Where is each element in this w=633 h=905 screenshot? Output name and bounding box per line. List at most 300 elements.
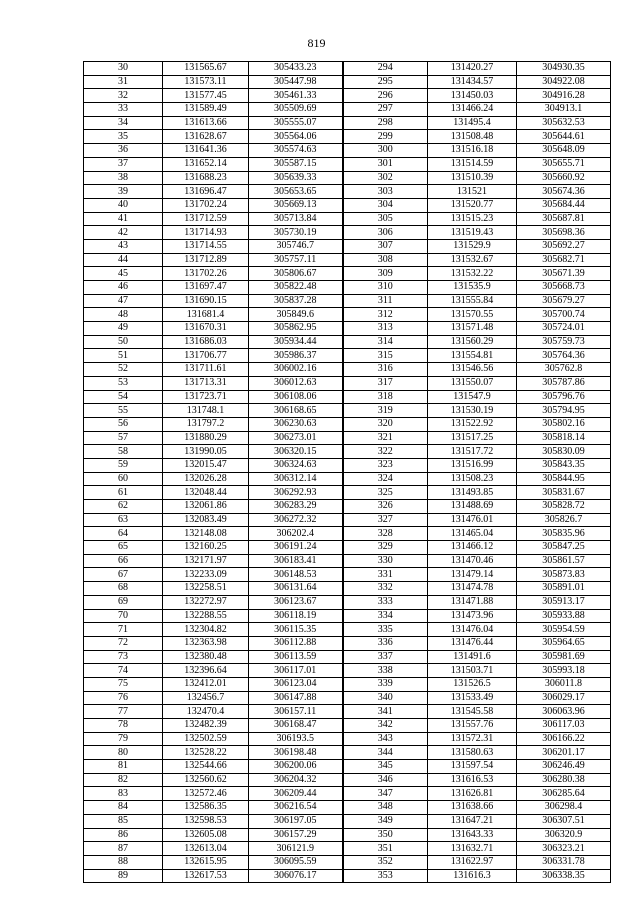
table-row	[84, 62, 611, 76]
x-coordinate-right-cell: 131626.81	[428, 787, 517, 801]
x-coordinate-left-cell: 131589.49	[163, 103, 249, 117]
x-coordinate-left-cell: 132272.97	[163, 595, 249, 609]
y-coordinate-left-cell: 306012.63	[249, 376, 343, 390]
x-coordinate-right-cell: 131516.18	[428, 144, 517, 158]
table-row	[84, 801, 611, 815]
table-row	[84, 500, 611, 514]
x-coordinate-left-cell: 132456.7	[163, 691, 249, 705]
point-number-left-cell: 55	[84, 404, 163, 418]
point-number-left-cell: 50	[84, 335, 163, 349]
x-coordinate-right-cell: 131532.22	[428, 267, 517, 281]
y-coordinate-left-cell: 306209.44	[249, 787, 343, 801]
x-coordinate-left-cell: 132258.51	[163, 582, 249, 596]
y-coordinate-right-cell: 305981.69	[517, 650, 611, 664]
table-row	[84, 527, 611, 541]
table-row	[84, 842, 611, 856]
x-coordinate-left-cell: 131670.31	[163, 322, 249, 336]
x-coordinate-right-cell: 131503.71	[428, 664, 517, 678]
y-coordinate-right-cell: 305828.72	[517, 500, 611, 514]
y-coordinate-right-cell: 305873.83	[517, 568, 611, 582]
x-coordinate-left-cell: 131702.26	[163, 267, 249, 281]
y-coordinate-left-cell: 305574.63	[249, 144, 343, 158]
table-row	[84, 719, 611, 733]
x-coordinate-right-cell: 131533.49	[428, 691, 517, 705]
point-number-right-cell: 316	[343, 363, 428, 377]
y-coordinate-right-cell: 305759.73	[517, 335, 611, 349]
x-coordinate-right-cell: 131515.23	[428, 212, 517, 226]
y-coordinate-right-cell: 306323.21	[517, 842, 611, 856]
x-coordinate-right-cell: 131532.67	[428, 253, 517, 267]
x-coordinate-left-cell: 131697.47	[163, 281, 249, 295]
y-coordinate-right-cell: 305964.65	[517, 636, 611, 650]
y-coordinate-left-cell: 306197.05	[249, 814, 343, 828]
x-coordinate-left-cell: 131613.66	[163, 116, 249, 130]
x-coordinate-right-cell: 131550.07	[428, 376, 517, 390]
point-number-right-cell: 305	[343, 212, 428, 226]
x-coordinate-left-cell: 132544.66	[163, 760, 249, 774]
y-coordinate-left-cell: 306216.54	[249, 801, 343, 815]
point-number-left-cell: 70	[84, 609, 163, 623]
y-coordinate-right-cell: 305891.01	[517, 582, 611, 596]
x-coordinate-left-cell: 132605.08	[163, 828, 249, 842]
x-coordinate-left-cell: 131880.29	[163, 431, 249, 445]
point-number-left-cell: 89	[84, 869, 163, 883]
point-number-right-cell: 346	[343, 773, 428, 787]
point-number-right-cell: 344	[343, 746, 428, 760]
y-coordinate-right-cell: 305861.57	[517, 554, 611, 568]
point-number-left-cell: 79	[84, 732, 163, 746]
x-coordinate-left-cell: 132015.47	[163, 458, 249, 472]
y-coordinate-right-cell: 305794.95	[517, 404, 611, 418]
y-coordinate-left-cell: 306292.93	[249, 486, 343, 500]
point-number-right-cell: 304	[343, 198, 428, 212]
x-coordinate-right-cell: 131495.4	[428, 116, 517, 130]
point-number-right-cell: 339	[343, 677, 428, 691]
x-coordinate-left-cell: 132572.46	[163, 787, 249, 801]
y-coordinate-left-cell: 305862.95	[249, 322, 343, 336]
x-coordinate-left-cell: 132160.25	[163, 541, 249, 555]
point-number-left-cell: 51	[84, 349, 163, 363]
y-coordinate-left-cell: 306115.35	[249, 623, 343, 637]
x-coordinate-left-cell: 132396.64	[163, 664, 249, 678]
y-coordinate-right-cell: 306338.35	[517, 869, 611, 883]
table-row	[84, 746, 611, 760]
point-number-left-cell: 48	[84, 308, 163, 322]
point-number-left-cell: 56	[84, 417, 163, 431]
x-coordinate-right-cell: 131514.59	[428, 157, 517, 171]
point-number-right-cell: 328	[343, 527, 428, 541]
table-row	[84, 349, 611, 363]
point-number-left-cell: 81	[84, 760, 163, 774]
y-coordinate-right-cell: 305993.18	[517, 664, 611, 678]
table-row	[84, 185, 611, 199]
y-coordinate-right-cell: 305671.39	[517, 267, 611, 281]
point-number-right-cell: 309	[343, 267, 428, 281]
x-coordinate-right-cell: 131510.39	[428, 171, 517, 185]
point-number-left-cell: 61	[84, 486, 163, 500]
point-number-right-cell: 331	[343, 568, 428, 582]
table-row	[84, 322, 611, 336]
table-row	[84, 691, 611, 705]
x-coordinate-right-cell: 131465.04	[428, 527, 517, 541]
point-number-right-cell: 318	[343, 390, 428, 404]
y-coordinate-left-cell: 306157.11	[249, 705, 343, 719]
x-coordinate-right-cell: 131572.31	[428, 732, 517, 746]
point-number-right-cell: 300	[343, 144, 428, 158]
y-coordinate-right-cell: 305682.71	[517, 253, 611, 267]
point-number-right-cell: 321	[343, 431, 428, 445]
x-coordinate-left-cell: 131688.23	[163, 171, 249, 185]
point-number-left-cell: 84	[84, 801, 163, 815]
table-row	[84, 75, 611, 89]
x-coordinate-right-cell: 131580.63	[428, 746, 517, 760]
point-number-right-cell: 341	[343, 705, 428, 719]
table-row	[84, 445, 611, 459]
table-row	[84, 376, 611, 390]
x-coordinate-left-cell: 131990.05	[163, 445, 249, 459]
y-coordinate-right-cell: 305674.36	[517, 185, 611, 199]
point-number-right-cell: 302	[343, 171, 428, 185]
x-coordinate-left-cell: 132617.53	[163, 869, 249, 883]
table-row	[84, 486, 611, 500]
table-row	[84, 212, 611, 226]
point-number-right-cell: 345	[343, 760, 428, 774]
y-coordinate-right-cell: 305692.27	[517, 239, 611, 253]
point-number-right-cell: 296	[343, 89, 428, 103]
point-number-right-cell: 347	[343, 787, 428, 801]
x-coordinate-right-cell: 131474.78	[428, 582, 517, 596]
x-coordinate-left-cell: 131712.89	[163, 253, 249, 267]
table-row	[84, 103, 611, 117]
point-number-right-cell: 310	[343, 281, 428, 295]
y-coordinate-left-cell: 306148.53	[249, 568, 343, 582]
y-coordinate-left-cell: 305639.33	[249, 171, 343, 185]
point-number-right-cell: 327	[343, 513, 428, 527]
point-number-right-cell: 335	[343, 623, 428, 637]
x-coordinate-right-cell: 131616.3	[428, 869, 517, 883]
coordinates-table	[83, 61, 611, 883]
y-coordinate-left-cell: 306123.04	[249, 677, 343, 691]
x-coordinate-left-cell: 131712.59	[163, 212, 249, 226]
point-number-left-cell: 83	[84, 787, 163, 801]
table-row	[84, 171, 611, 185]
table-row	[84, 664, 611, 678]
x-coordinate-right-cell: 131508.48	[428, 130, 517, 144]
y-coordinate-left-cell: 306193.5	[249, 732, 343, 746]
y-coordinate-right-cell: 305835.96	[517, 527, 611, 541]
y-coordinate-left-cell: 305509.69	[249, 103, 343, 117]
table-row	[84, 595, 611, 609]
y-coordinate-left-cell: 306147.88	[249, 691, 343, 705]
point-number-right-cell: 350	[343, 828, 428, 842]
point-number-right-cell: 301	[343, 157, 428, 171]
y-coordinate-right-cell: 305668.73	[517, 281, 611, 295]
y-coordinate-left-cell: 306204.32	[249, 773, 343, 787]
table-row	[84, 281, 611, 295]
table-row	[84, 144, 611, 158]
point-number-left-cell: 78	[84, 719, 163, 733]
y-coordinate-left-cell: 306157.29	[249, 828, 343, 842]
y-coordinate-right-cell: 306307.51	[517, 814, 611, 828]
y-coordinate-left-cell: 305730.19	[249, 226, 343, 240]
point-number-left-cell: 53	[84, 376, 163, 390]
x-coordinate-right-cell: 131476.01	[428, 513, 517, 527]
y-coordinate-right-cell: 305802.16	[517, 417, 611, 431]
point-number-left-cell: 41	[84, 212, 163, 226]
table-row	[84, 363, 611, 377]
x-coordinate-right-cell: 131643.33	[428, 828, 517, 842]
point-number-left-cell: 65	[84, 541, 163, 555]
table-row	[84, 705, 611, 719]
x-coordinate-left-cell: 131641.36	[163, 144, 249, 158]
point-number-left-cell: 39	[84, 185, 163, 199]
y-coordinate-right-cell: 305831.67	[517, 486, 611, 500]
x-coordinate-left-cell: 131797.2	[163, 417, 249, 431]
point-number-left-cell: 46	[84, 281, 163, 295]
x-coordinate-right-cell: 131493.85	[428, 486, 517, 500]
point-number-left-cell: 58	[84, 445, 163, 459]
point-number-right-cell: 319	[343, 404, 428, 418]
x-coordinate-right-cell: 131597.54	[428, 760, 517, 774]
y-coordinate-right-cell: 306320.9	[517, 828, 611, 842]
point-number-left-cell: 49	[84, 322, 163, 336]
point-number-left-cell: 37	[84, 157, 163, 171]
point-number-right-cell: 317	[343, 376, 428, 390]
table-row	[84, 869, 611, 883]
point-number-right-cell: 351	[343, 842, 428, 856]
x-coordinate-left-cell: 131713.31	[163, 376, 249, 390]
x-coordinate-right-cell: 131557.76	[428, 719, 517, 733]
point-number-left-cell: 71	[84, 623, 163, 637]
y-coordinate-left-cell: 305757.11	[249, 253, 343, 267]
x-coordinate-left-cell: 132380.48	[163, 650, 249, 664]
x-coordinate-right-cell: 131520.77	[428, 198, 517, 212]
y-coordinate-right-cell: 304922.08	[517, 75, 611, 89]
y-coordinate-right-cell: 306285.64	[517, 787, 611, 801]
x-coordinate-left-cell: 132304.82	[163, 623, 249, 637]
x-coordinate-right-cell: 131476.44	[428, 636, 517, 650]
x-coordinate-left-cell: 132171.97	[163, 554, 249, 568]
point-number-right-cell: 336	[343, 636, 428, 650]
y-coordinate-right-cell: 305826.7	[517, 513, 611, 527]
table-row	[84, 760, 611, 774]
point-number-right-cell: 332	[343, 582, 428, 596]
y-coordinate-left-cell: 306183.41	[249, 554, 343, 568]
table-row	[84, 814, 611, 828]
point-number-left-cell: 73	[84, 650, 163, 664]
point-number-right-cell: 353	[343, 869, 428, 883]
table-row	[84, 732, 611, 746]
point-number-left-cell: 31	[84, 75, 163, 89]
point-number-right-cell: 349	[343, 814, 428, 828]
y-coordinate-right-cell: 305764.36	[517, 349, 611, 363]
point-number-right-cell: 299	[343, 130, 428, 144]
x-coordinate-right-cell: 131466.12	[428, 541, 517, 555]
point-number-right-cell: 352	[343, 855, 428, 869]
point-number-left-cell: 57	[84, 431, 163, 445]
x-coordinate-right-cell: 131547.9	[428, 390, 517, 404]
table-row	[84, 308, 611, 322]
point-number-right-cell: 315	[343, 349, 428, 363]
point-number-right-cell: 294	[343, 62, 428, 76]
y-coordinate-left-cell: 306202.4	[249, 527, 343, 541]
y-coordinate-left-cell: 306113.59	[249, 650, 343, 664]
x-coordinate-left-cell: 131723.71	[163, 390, 249, 404]
x-coordinate-right-cell: 131517.72	[428, 445, 517, 459]
x-coordinate-left-cell: 132470.4	[163, 705, 249, 719]
x-coordinate-left-cell: 132061.86	[163, 500, 249, 514]
x-coordinate-right-cell: 131546.56	[428, 363, 517, 377]
y-coordinate-right-cell: 306011.8	[517, 677, 611, 691]
point-number-left-cell: 88	[84, 855, 163, 869]
point-number-left-cell: 76	[84, 691, 163, 705]
x-coordinate-right-cell: 131545.58	[428, 705, 517, 719]
y-coordinate-right-cell: 305843.35	[517, 458, 611, 472]
point-number-right-cell: 308	[343, 253, 428, 267]
table-row	[84, 130, 611, 144]
table-row	[84, 554, 611, 568]
y-coordinate-left-cell: 305653.65	[249, 185, 343, 199]
x-coordinate-left-cell: 132482.39	[163, 719, 249, 733]
x-coordinate-left-cell: 132363.98	[163, 636, 249, 650]
x-coordinate-right-cell: 131530.19	[428, 404, 517, 418]
point-number-left-cell: 87	[84, 842, 163, 856]
table-row	[84, 157, 611, 171]
point-number-right-cell: 333	[343, 595, 428, 609]
y-coordinate-right-cell: 305762.8	[517, 363, 611, 377]
point-number-right-cell: 298	[343, 116, 428, 130]
x-coordinate-right-cell: 131434.57	[428, 75, 517, 89]
table-row	[84, 568, 611, 582]
point-number-left-cell: 64	[84, 527, 163, 541]
point-number-right-cell: 325	[343, 486, 428, 500]
y-coordinate-right-cell: 305644.61	[517, 130, 611, 144]
x-coordinate-right-cell: 131491.6	[428, 650, 517, 664]
x-coordinate-right-cell: 131571.48	[428, 322, 517, 336]
point-number-right-cell: 295	[343, 75, 428, 89]
y-coordinate-right-cell: 305796.76	[517, 390, 611, 404]
x-coordinate-left-cell: 131690.15	[163, 294, 249, 308]
point-number-left-cell: 60	[84, 472, 163, 486]
y-coordinate-right-cell: 304913.1	[517, 103, 611, 117]
x-coordinate-right-cell: 131526.5	[428, 677, 517, 691]
x-coordinate-right-cell: 131450.03	[428, 89, 517, 103]
x-coordinate-right-cell: 131560.29	[428, 335, 517, 349]
table-row	[84, 541, 611, 555]
point-number-right-cell: 297	[343, 103, 428, 117]
x-coordinate-right-cell: 131638.66	[428, 801, 517, 815]
y-coordinate-right-cell: 305954.59	[517, 623, 611, 637]
point-number-left-cell: 52	[84, 363, 163, 377]
x-coordinate-left-cell: 132148.08	[163, 527, 249, 541]
y-coordinate-left-cell: 306320.15	[249, 445, 343, 459]
y-coordinate-left-cell: 306123.67	[249, 595, 343, 609]
y-coordinate-right-cell: 305787.86	[517, 376, 611, 390]
y-coordinate-right-cell: 305700.74	[517, 308, 611, 322]
x-coordinate-right-cell: 131521	[428, 185, 517, 199]
x-coordinate-left-cell: 131681.4	[163, 308, 249, 322]
y-coordinate-right-cell: 305687.81	[517, 212, 611, 226]
table-row	[84, 787, 611, 801]
y-coordinate-right-cell: 306117.03	[517, 719, 611, 733]
point-number-right-cell: 326	[343, 500, 428, 514]
y-coordinate-right-cell: 305655.71	[517, 157, 611, 171]
table-row	[84, 582, 611, 596]
x-coordinate-right-cell: 131466.24	[428, 103, 517, 117]
point-number-left-cell: 85	[84, 814, 163, 828]
x-coordinate-left-cell: 132613.04	[163, 842, 249, 856]
x-coordinate-right-cell: 131554.81	[428, 349, 517, 363]
point-number-left-cell: 44	[84, 253, 163, 267]
point-number-right-cell: 322	[343, 445, 428, 459]
point-number-left-cell: 66	[84, 554, 163, 568]
point-number-right-cell: 334	[343, 609, 428, 623]
table-row	[84, 116, 611, 130]
point-number-right-cell: 330	[343, 554, 428, 568]
x-coordinate-right-cell: 131473.96	[428, 609, 517, 623]
x-coordinate-right-cell: 131622.97	[428, 855, 517, 869]
x-coordinate-left-cell: 132502.59	[163, 732, 249, 746]
point-number-left-cell: 69	[84, 595, 163, 609]
x-coordinate-right-cell: 131476.04	[428, 623, 517, 637]
table-row	[84, 390, 611, 404]
y-coordinate-left-cell: 306108.06	[249, 390, 343, 404]
x-coordinate-left-cell: 132288.55	[163, 609, 249, 623]
y-coordinate-right-cell: 305933.88	[517, 609, 611, 623]
y-coordinate-right-cell: 305830.09	[517, 445, 611, 459]
point-number-right-cell: 314	[343, 335, 428, 349]
y-coordinate-left-cell: 306168.47	[249, 719, 343, 733]
y-coordinate-left-cell: 305837.28	[249, 294, 343, 308]
y-coordinate-left-cell: 305986.37	[249, 349, 343, 363]
table-row	[84, 404, 611, 418]
x-coordinate-left-cell: 132615.95	[163, 855, 249, 869]
y-coordinate-left-cell: 306312.14	[249, 472, 343, 486]
y-coordinate-left-cell: 306272.32	[249, 513, 343, 527]
y-coordinate-left-cell: 306200.06	[249, 760, 343, 774]
point-number-left-cell: 34	[84, 116, 163, 130]
point-number-left-cell: 62	[84, 500, 163, 514]
y-coordinate-right-cell: 305913.17	[517, 595, 611, 609]
y-coordinate-left-cell: 305934.44	[249, 335, 343, 349]
y-coordinate-right-cell: 305679.27	[517, 294, 611, 308]
x-coordinate-left-cell: 131714.93	[163, 226, 249, 240]
table-row	[84, 636, 611, 650]
point-number-right-cell: 340	[343, 691, 428, 705]
point-number-left-cell: 47	[84, 294, 163, 308]
table-row	[84, 828, 611, 842]
x-coordinate-right-cell: 131470.46	[428, 554, 517, 568]
x-coordinate-left-cell: 132586.35	[163, 801, 249, 815]
x-coordinate-left-cell: 132412.01	[163, 677, 249, 691]
y-coordinate-left-cell: 305849.6	[249, 308, 343, 322]
x-coordinate-left-cell: 132048.44	[163, 486, 249, 500]
x-coordinate-left-cell: 132083.49	[163, 513, 249, 527]
y-coordinate-left-cell: 306198.48	[249, 746, 343, 760]
y-coordinate-right-cell: 306298.4	[517, 801, 611, 815]
point-number-left-cell: 72	[84, 636, 163, 650]
y-coordinate-right-cell: 305660.92	[517, 171, 611, 185]
point-number-right-cell: 324	[343, 472, 428, 486]
point-number-left-cell: 68	[84, 582, 163, 596]
x-coordinate-left-cell: 132528.22	[163, 746, 249, 760]
x-coordinate-right-cell: 131471.88	[428, 595, 517, 609]
y-coordinate-left-cell: 305564.06	[249, 130, 343, 144]
table-row	[84, 89, 611, 103]
y-coordinate-right-cell: 304930.35	[517, 62, 611, 76]
x-coordinate-right-cell: 131616.53	[428, 773, 517, 787]
point-number-left-cell: 82	[84, 773, 163, 787]
